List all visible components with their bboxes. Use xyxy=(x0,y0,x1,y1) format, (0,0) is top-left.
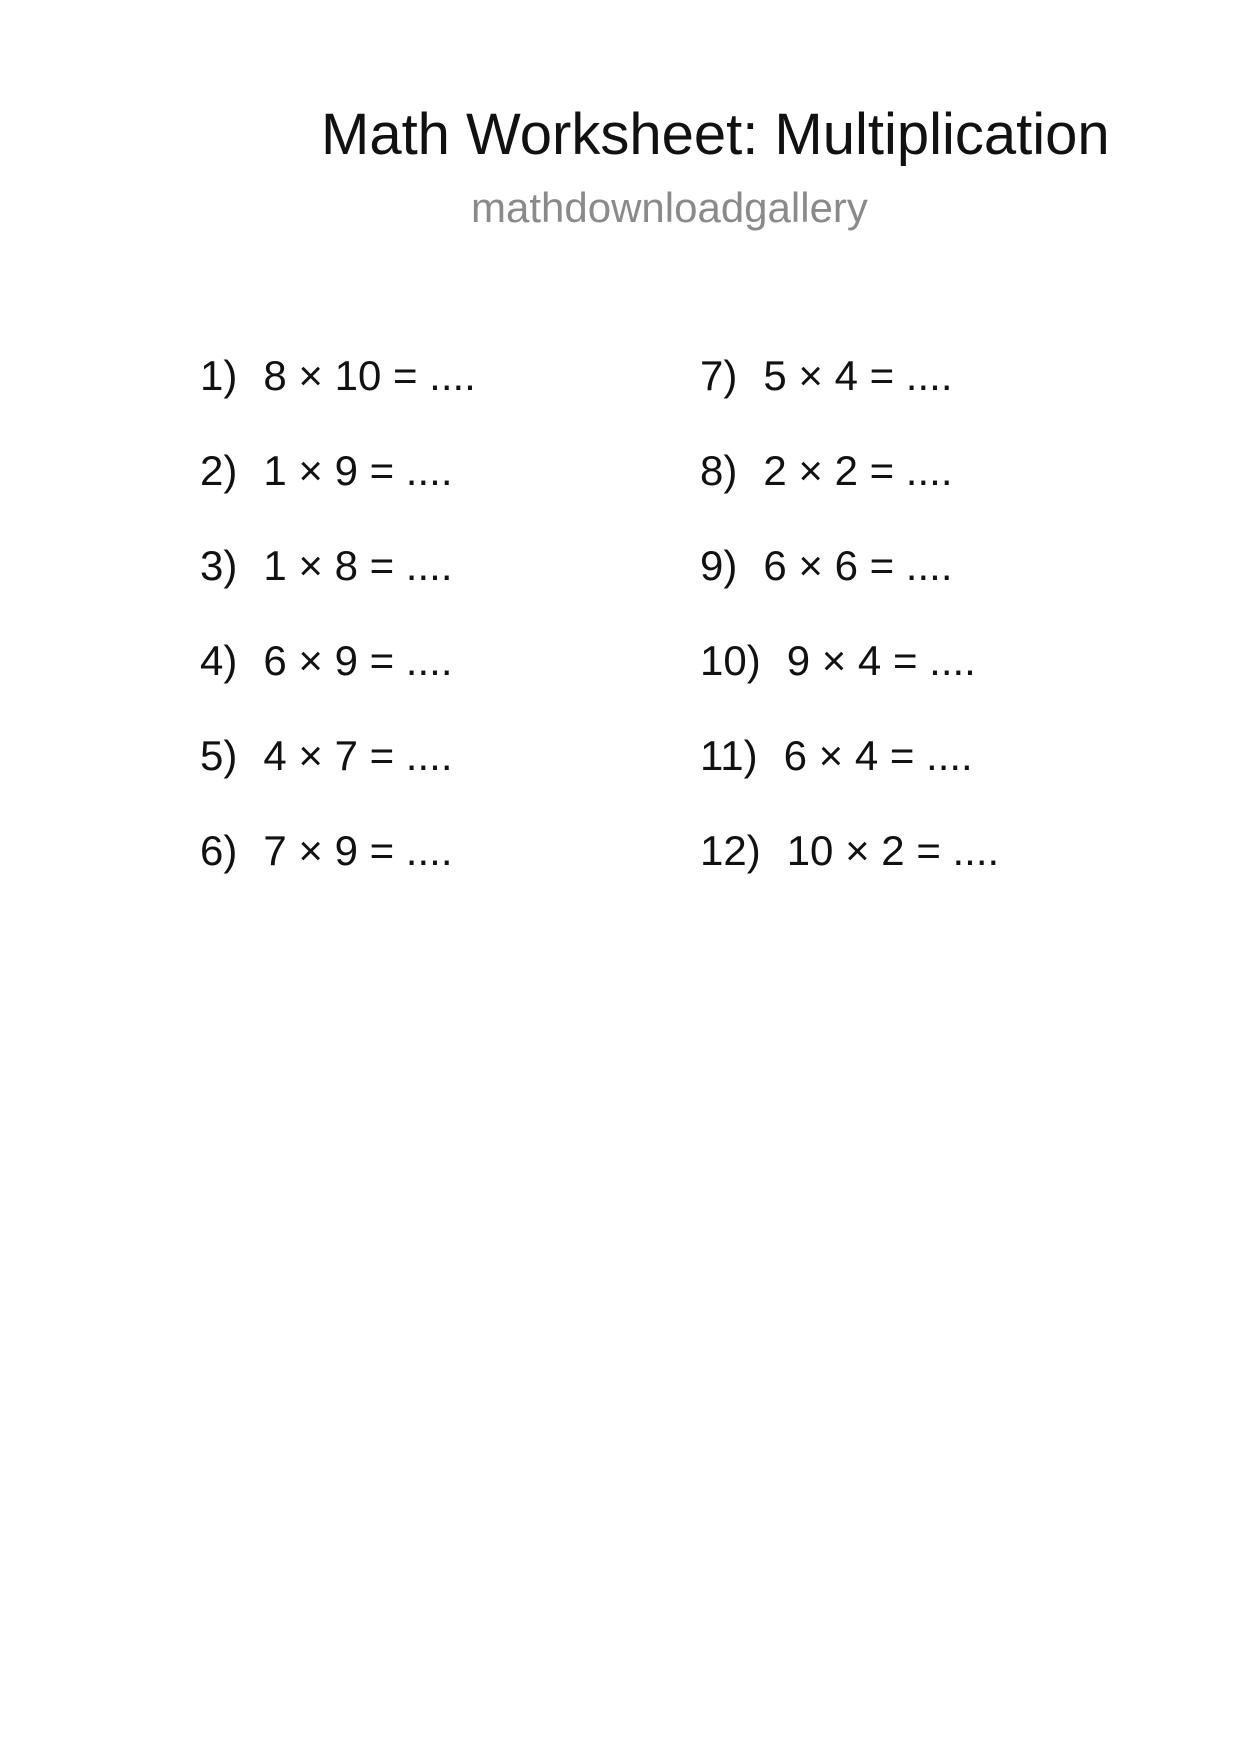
problem-number: 3) xyxy=(200,542,238,589)
problem-expression: 6 × 9 = .... xyxy=(263,637,453,684)
problem-item xyxy=(700,635,999,730)
problem-item xyxy=(200,730,476,825)
problem-item xyxy=(700,540,999,635)
problem-item xyxy=(200,350,476,445)
problem-number: 4) xyxy=(200,637,238,684)
problem-expression: 10 × 2 = .... xyxy=(786,827,1000,874)
problem-number: 5) xyxy=(200,732,238,779)
problem-number: 11) xyxy=(700,732,758,779)
problem-item xyxy=(700,825,999,920)
problem-number: 9) xyxy=(700,542,738,589)
problem-number: 1) xyxy=(200,352,238,399)
problem-number: 8) xyxy=(700,447,738,494)
worksheet-title: Math Worksheet: Multiplication xyxy=(321,102,1110,167)
problem-item xyxy=(200,540,476,635)
problem-expression: 7 × 9 = .... xyxy=(263,827,453,874)
problem-item xyxy=(700,730,999,825)
worksheet-subtitle: mathdownloadgallery xyxy=(471,184,868,231)
problems-column-left xyxy=(200,350,476,920)
problem-expression: 2 × 2 = .... xyxy=(763,447,953,494)
problem-number: 2) xyxy=(200,447,238,494)
problem-item xyxy=(200,445,476,540)
problem-expression: 5 × 4 = .... xyxy=(763,352,953,399)
problem-number: 7) xyxy=(700,352,738,399)
problem-number: 12) xyxy=(700,827,761,874)
problem-expression: 6 × 6 = .... xyxy=(763,542,953,589)
problem-number: 10) xyxy=(700,637,761,684)
problem-expression: 1 × 9 = .... xyxy=(263,447,453,494)
problem-expression: 6 × 4 = .... xyxy=(783,732,973,779)
problem-item xyxy=(200,825,476,920)
problem-expression: 8 × 10 = .... xyxy=(263,352,476,399)
problem-number: 6) xyxy=(200,827,238,874)
problem-expression: 4 × 7 = .... xyxy=(263,732,453,779)
problem-item xyxy=(700,445,999,540)
problem-expression: 9 × 4 = .... xyxy=(786,637,976,684)
problem-item xyxy=(200,635,476,730)
problem-item xyxy=(700,350,999,445)
problems-column-right xyxy=(700,350,999,920)
problem-expression: 1 × 8 = .... xyxy=(263,542,453,589)
